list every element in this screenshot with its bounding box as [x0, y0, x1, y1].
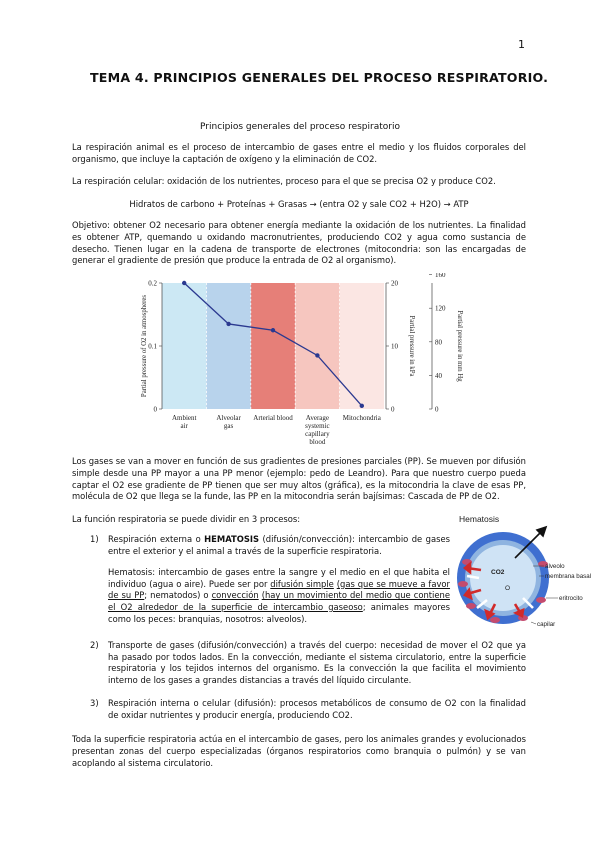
page-number: 1	[518, 38, 525, 51]
list-item-1	[90, 534, 450, 625]
label-capilar: capilar	[537, 621, 556, 628]
o2-data-point	[226, 322, 230, 326]
chart-band	[162, 283, 206, 409]
hematosis-figure	[445, 512, 595, 632]
equation: Hidratos de carbono + Proteínas + Grasas → (entra O2 y sale CO2 + H2O) → ATP	[129, 199, 469, 209]
o2-label: O	[505, 585, 511, 592]
x-tick-label: Alveolar	[216, 414, 241, 422]
label-eritrocito: eritrocito	[559, 595, 583, 602]
left-tick-label: 0	[153, 405, 157, 414]
paragraph-definition: La respiración animal es el proceso de intercambio de gases entre el medio y los fluidos corporales del organismo, que incluye la captación de oxígeno y la eliminación de CO2.	[72, 142, 526, 164]
left-tick-label: 0.2	[148, 279, 157, 288]
chart-band	[340, 283, 384, 409]
paragraph-processes: La función respiratoria se puede dividir en 3 procesos:	[72, 514, 301, 524]
x-tick-label: capillary	[305, 430, 330, 438]
section-subtitle: Principios generales del proceso respiratorio	[200, 122, 400, 132]
list-number: 3)	[90, 698, 99, 708]
o2-data-point	[315, 353, 319, 357]
x-tick-label: blood	[309, 438, 326, 446]
list-item-2	[90, 640, 526, 686]
paragraph-gradients: Los gases se van a mover en función de sus gradientes de presiones parciales (PP). Se mueven por difusión simple desde una PP mayor a una PP menor (ejemplo: pedo de Leandro). Para que nuestro cuerpo pueda captar el O2 ese gradiente de PP tienen que ser muy altos (gráfica), es la mitocondria la clave de esas PP, molécula de O2 que llega se la funde, las PP en la mitocondria serán bajísimas: Cascada de PP de O2.	[72, 456, 526, 502]
x-tick-label: air	[180, 422, 188, 430]
mid-axis-title: Partial pressure in kPa	[408, 315, 415, 377]
right-tick-label: 0	[435, 405, 439, 414]
list-text: Transporte de gases (difusión/convección) a través del cuerpo: necesidad de mover el O2 que ya ha pasado por todos lados. En la convección, mediante el sistema circulatorio, entre la superficie respiratoria y los tejidos internos del organismo. Es la convección la que facilita el movimiento interno de los gases a grandes distancias a través del líquido circulante.	[108, 640, 526, 685]
mid-tick-label: 10	[391, 342, 398, 351]
mid-tick-label: 20	[391, 279, 398, 288]
mid-tick-label: 0	[391, 405, 395, 414]
right-axis-title: Partial pressure in mm Hg	[456, 310, 463, 382]
hematosis-note: Hematosis: intercambio de gases entre la sangre y el medio en el que habita el individuo (agua o aire). Puede ser por difusión simple (gas que se mueve a favor de su PP; nematodos) o convección (hay un movimiento del medio que contiene el O2 alrededor de la superficie de intercambio gaseoso; animales mayores como los peces: branquias, nosotros: alveolos).	[108, 567, 451, 624]
label-alveolo: alveolo	[545, 563, 565, 570]
paragraph-respiratory-surface: Toda la superficie respiratoria actúa en el intercambio de gases, pero los animales grandes y evolucionados presentan zonas del cuerpo especializadas (órganos respiratorios como branquia o pulmón) y se van acoplando al sistema circulatorio.	[72, 734, 526, 768]
list-text: Respiración interna o celular (difusión): procesos metabólicos de consumo de O2 con la finalidad de oxidar nutrientes y producir energía, produciendo CO2.	[108, 698, 526, 720]
x-tick-label: Ambient	[171, 414, 197, 422]
right-tick-label: 160	[435, 273, 446, 280]
right-tick-label: 80	[435, 338, 442, 347]
x-tick-label: Mitochondria	[342, 414, 381, 422]
x-tick-label: systemic	[305, 422, 330, 430]
left-tick-label: 0.1	[148, 342, 157, 351]
chart-band	[251, 283, 295, 409]
list-number: 2)	[90, 640, 99, 650]
chart-bands	[162, 283, 384, 409]
page-title: TEMA 4. PRINCIPIOS GENERALES DEL PROCESO RESPIRATORIO.	[90, 70, 549, 85]
co2-label: CO2	[491, 569, 505, 576]
paragraph-cellular-respiration: La respiración celular: oxidación de los nutrientes, proceso para el que se precisa O2 y produce CO2.	[72, 176, 496, 186]
o2-data-point	[360, 404, 364, 408]
x-tick-label: gas	[223, 422, 234, 430]
x-tick-label: Average	[305, 414, 329, 422]
chart-labels	[172, 414, 382, 446]
o2-cascade-chart	[138, 273, 468, 453]
o2-data-point	[182, 281, 186, 285]
x-tick-label: Arterial blood	[253, 414, 293, 422]
left-axis-title: Partial pressure of O2 in atmospheres	[141, 294, 148, 398]
list-number: 1)	[90, 534, 99, 544]
chart-band	[206, 283, 250, 409]
right-tick-label: 40	[435, 371, 442, 380]
right-tick-label: 120	[435, 304, 446, 313]
list-text-pre: Respiración externa o	[108, 534, 205, 544]
figure-title: Hematosis	[459, 514, 500, 524]
list-item-3	[90, 698, 526, 721]
o2-data-point	[271, 328, 275, 332]
label-membrana: membrana basal	[545, 573, 592, 580]
paragraph-objective: Objetivo: obtener O2 necesario para obtener energía mediante la oxidación de los nutrientes. La finalidad es obtener ATP, quemando u oxidando macronutrientes, produciendo CO2 y agua como sustancia de desecho. Tienen lugar en la cadena de transporte de electrones (mitocondria: son las encargadas de generar el gradiente de presión que produce la entrada de O2 al organismo).	[72, 220, 526, 266]
list-text-bold: HEMATOSIS	[204, 534, 260, 544]
list-text-post: (difusión/convección): intercambio de gases entre el exterior y el animal a través de la superficie respiratoria.	[108, 534, 450, 556]
